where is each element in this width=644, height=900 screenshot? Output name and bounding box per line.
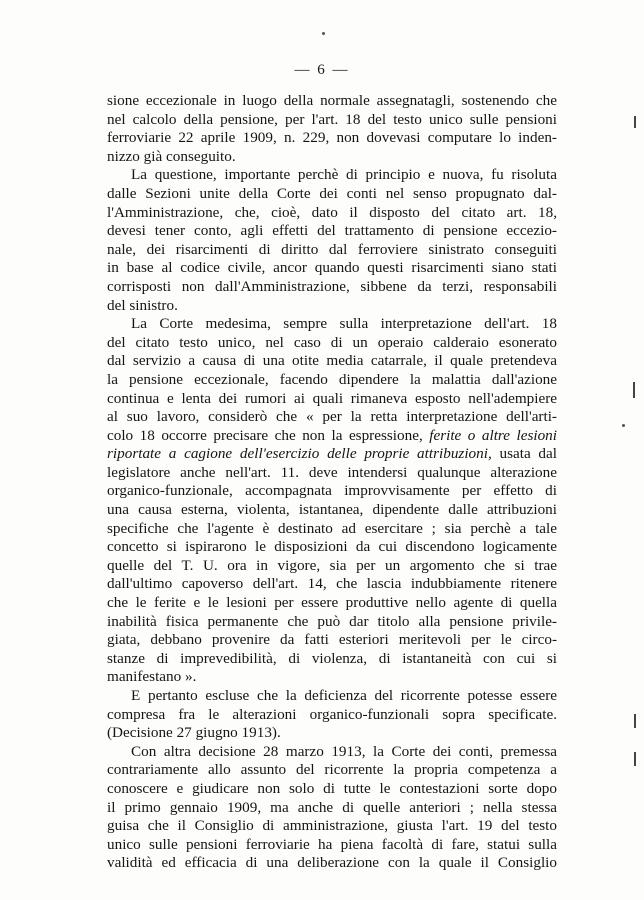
text-line: contrariamente allo assunto del ricorrente la propria competenza a xyxy=(107,761,557,779)
text-line: inabilità fisica permanente che può dar titolo alla pensione privile- xyxy=(107,612,557,630)
text-line: corrisposti non dall'Amministrazione, sibbene da terzi, responsabili xyxy=(107,277,557,295)
text-line: una causa esterna, violenta, istantanea, dipendente dalle attribuzioni xyxy=(107,501,557,519)
text-line: unico sulle pensioni ferroviarie ha piena facoltà di fare, statui sulla xyxy=(107,835,557,853)
scan-artifact xyxy=(633,382,635,398)
text-line: l'Amministrazione, che, cioè, dato il disposto del citato art. 18, xyxy=(107,203,557,221)
text-line: dall'ultimo capoverso dell'art. 14, che lascia indubbiamente ritenere xyxy=(107,575,557,593)
italic-segment: riportate a cagione dell'esercizio delle proprie attribuzioni, xyxy=(107,445,492,463)
page-number: — 6 — xyxy=(294,62,350,78)
text-line: E pertanto escluse che la deficienza del ricorrente potesse essere xyxy=(131,687,557,704)
text-line: quelle del T. U. ora in vigore, sia per un argomento che si trae xyxy=(107,556,557,574)
text-line: dalle Sezioni unite della Corte dei conti nel senso propugnato dal- xyxy=(107,184,557,202)
body-text xyxy=(107,92,557,873)
text-line: organico-funzionale, accompagnata improvvisamente per effetto di xyxy=(107,482,557,500)
text-line: al suo lavoro, considerò che « per la retta interpretazione dell'arti- xyxy=(107,408,557,426)
text-line: il primo gennaio 1909, ma anche di quelle anteriori ; nella stessa xyxy=(107,798,557,816)
text-line: che le ferite e le lesioni per essere produttive nello agente di quella xyxy=(107,594,557,612)
text-line: La Corte medesima, sempre sulla interpretazione dell'art. 18 xyxy=(131,315,557,333)
text-line: devesi tener conto, agli effetti del trattamento di pensione eccezio- xyxy=(107,222,557,240)
text-line: ferroviarie 22 aprile 1909, n. 229, non dovevasi computare lo inden- xyxy=(107,129,557,147)
text-segment: usata dal xyxy=(491,445,557,463)
text-line xyxy=(107,427,557,446)
text-line: continua e lenta dei rumori ai quali rimaneva esposto nell'adempiere xyxy=(107,389,557,407)
text-line: nizzo già conseguito. xyxy=(107,147,236,165)
scan-artifact xyxy=(622,424,625,427)
text-line: (Decisione 27 giugno 1913). xyxy=(107,724,281,742)
text-line: La questione, importante perchè di principio e nuova, fu risoluta xyxy=(131,166,557,184)
text-line: del sinistro. xyxy=(107,296,178,314)
text-segment: colo 18 occorre precisare che non la espressione, xyxy=(107,426,430,444)
scan-artifact xyxy=(634,714,636,728)
text-line: compresa fra le alterazioni organico-funzionali sopra specificate. xyxy=(107,705,557,723)
text-line: manifestano ». xyxy=(107,668,197,686)
text-line: nale, dei risarcimenti di diritto dal ferroviere sinistrato conseguiti xyxy=(107,240,557,258)
text-line: concetto si ispirarono le disposizioni da cui discendono logicamente xyxy=(107,538,557,556)
text-line: legislatore anche nell'art. 11. deve intendersi qualunque alterazione xyxy=(107,463,557,481)
text-line: giata, debbano provenire da fatti esteriori meritevoli per le circo- xyxy=(107,631,557,649)
text-line: conoscere e giudicare non solo di tutte le contestazioni sorte dopo xyxy=(107,779,557,797)
text-line: Con altra decisione 28 marzo 1913, la Corte dei conti, premessa xyxy=(131,742,557,760)
text-line: specifiche che l'agente è destinato ad esercitare ; sia perchè a tale xyxy=(107,519,557,537)
text-line xyxy=(107,445,557,464)
text-line: guisa che il Consiglio di amministrazione, giusta l'art. 19 del testo xyxy=(107,817,557,835)
scan-artifact xyxy=(322,32,325,35)
text-line: stanze di imprevedibilità, di violenza, di istantaneità con cui si xyxy=(107,649,557,667)
scan-artifact xyxy=(634,752,636,766)
text-line: del citato testo unico, nel caso di un operaio calderaio esonerato xyxy=(107,333,557,351)
scan-artifact xyxy=(634,116,636,128)
text-line: dal servizio a causa di una otite media catarrale, il quale pretendeva xyxy=(107,352,557,370)
text-line: sione eccezionale in luogo della normale assegnatagli, sostenendo che xyxy=(107,92,557,109)
text-line: in base al codice civile, ancor quando questi risarcimenti siano stati xyxy=(107,259,557,277)
text-line: validità ed efficacia di una deliberazione con la quale il Consiglio xyxy=(107,854,557,872)
text-line: la pensione eccezionale, facendo dipendere la malattia dall'azione xyxy=(107,370,557,388)
text-line: nel calcolo della pensione, per l'art. 18 del testo unico sulle pensioni xyxy=(107,110,557,128)
italic-segment: ferite o altre lesioni xyxy=(429,426,557,444)
